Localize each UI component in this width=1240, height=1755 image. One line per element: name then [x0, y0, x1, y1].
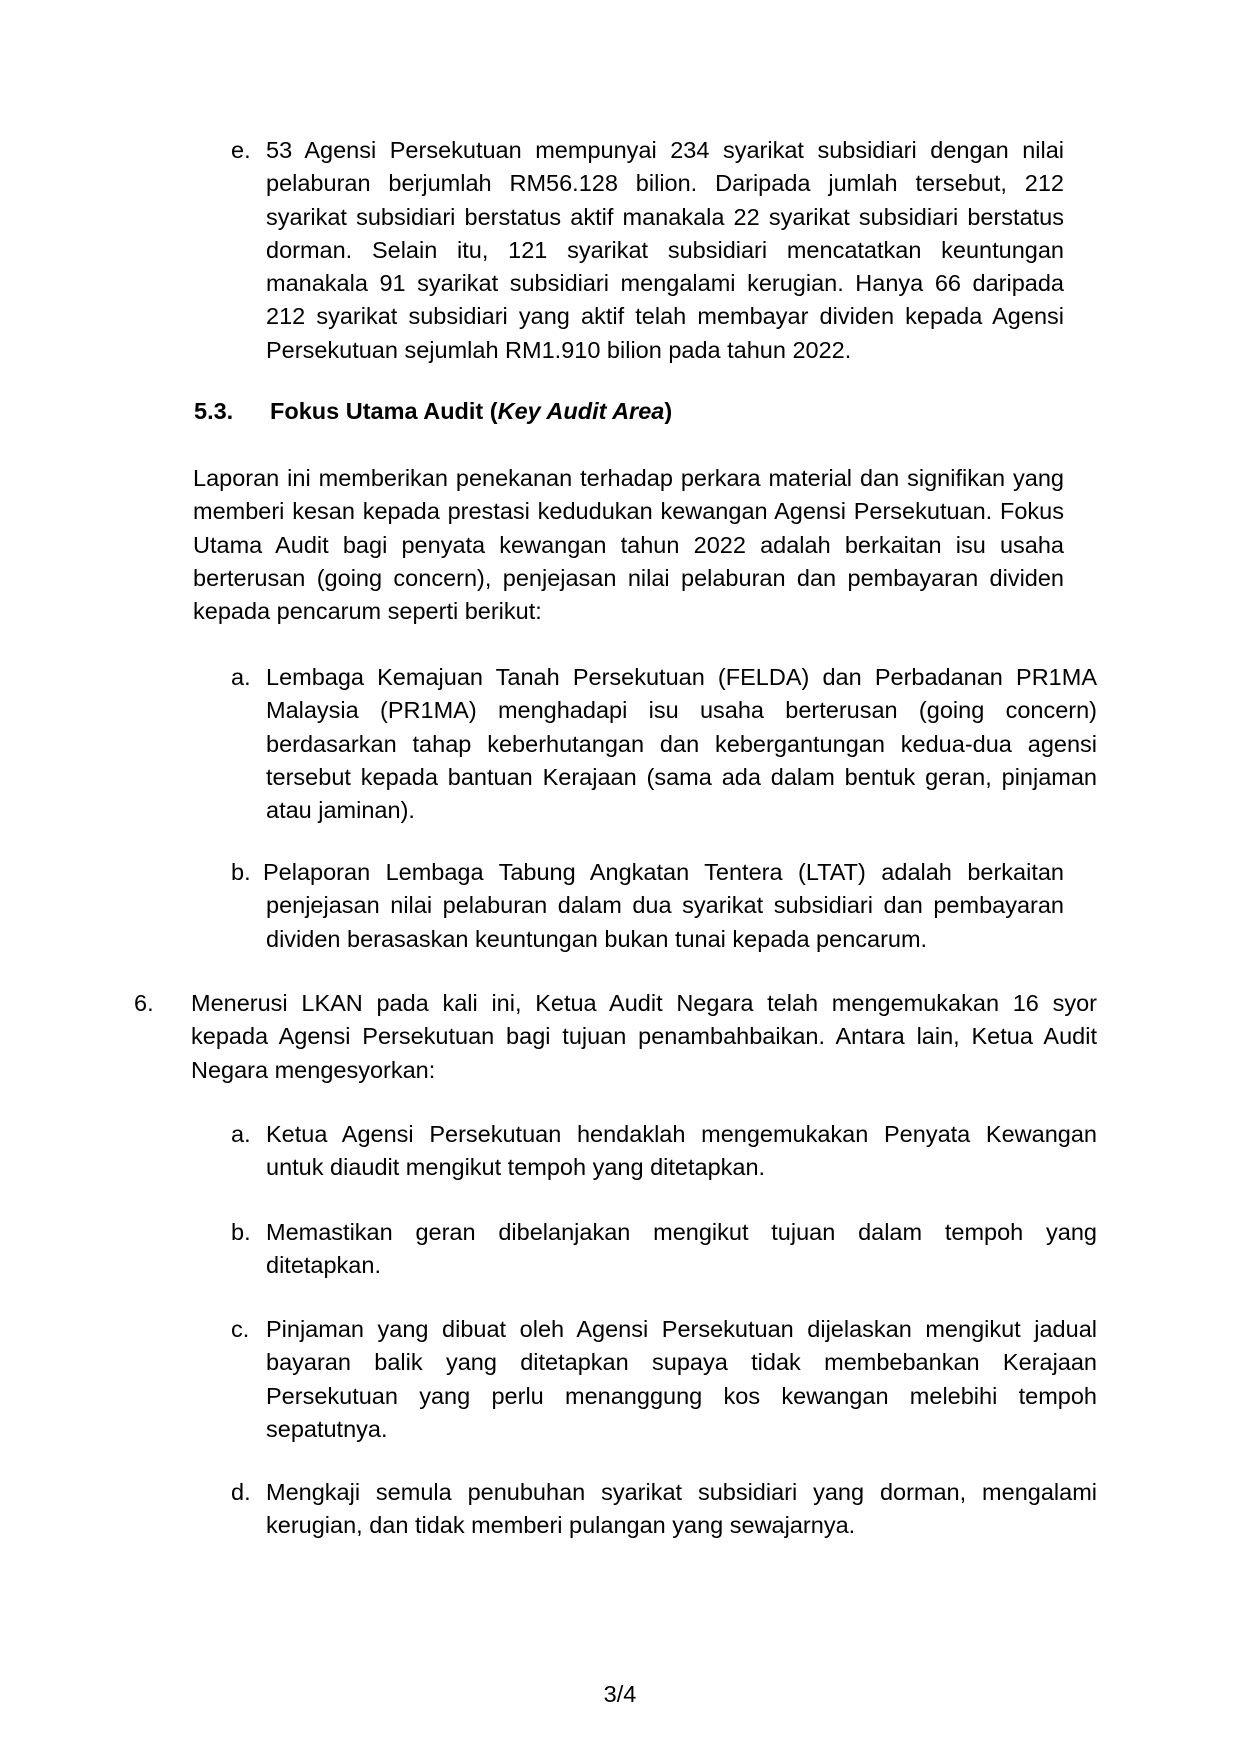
paragraph-number: 6. — [134, 990, 154, 1016]
section-title-prefix: Fokus Utama Audit ( — [270, 398, 498, 424]
list-item-text: Mengkaji semula penubuhan syarikat subsidiari yang dorman, mengalami kerugian, dan tidak memberi pulangan yang sewajarnya. — [266, 1479, 1097, 1539]
list-marker: a. — [231, 664, 251, 690]
section-title — [270, 395, 672, 428]
list-item-text: Memastikan geran dibelanjakan mengikut tujuan dalam tempoh yang ditetapkan. — [266, 1219, 1097, 1279]
list-item-text: Ketua Agensi Persekutuan hendaklah mengemukakan Penyata Kewangan untuk diaudit mengikut tempoh yang ditetapkan. — [266, 1121, 1097, 1181]
section-paragraph: Laporan ini memberikan penekanan terhadap perkara material dan signifikan yang memberi kesan kepada prestasi kedudukan kewangan Agensi Persekutuan. Fokus Utama Audit bagi penyata kewangan tahun 2022 adalah berkaitan isu usaha berterusan (going concern), penjejasan nilai pelaburan dan pembayaran dividen kepada pencarum seperti berikut: — [193, 465, 1064, 625]
page-number: 3/4 — [603, 1681, 637, 1707]
list-marker: a. — [231, 1121, 251, 1147]
section-paragraph: Menerusi LKAN pada kali ini, Ketua Audit Negara telah mengemukakan 16 syor kepada Agensi Persekutuan bagi tujuan penambahbaikan. Antara lain, Ketua Audit Negara mengesyorkan: — [191, 990, 1097, 1083]
list-item-text: Pelaporan Lembaga Tabung Angkatan Tentera (LTAT) adalah berkaitan penjejasan nilai pelaburan dalam dua syarikat subsidiari dan pembayaran dividen berasaskan keuntungan bukan tunai kepada pencarum. — [263, 859, 1064, 952]
list-marker: c. — [231, 1316, 250, 1342]
list-item-text: Pinjaman yang dibuat oleh Agensi Persekutuan dijelaskan mengikut jadual bayaran balik yang ditetapkan supaya tidak membebankan Kerajaan Persekutuan yang perlu menanggung kos kewangan melebihi tempoh sepatutnya. — [266, 1316, 1097, 1442]
section-title-italic: Key Audit Area — [497, 398, 665, 424]
section-number: 5.3. — [194, 398, 234, 424]
list-marker: e. — [231, 137, 251, 163]
list-item-text: Lembaga Kemajuan Tanah Persekutuan (FELDA) dan Perbadanan PR1MA Malaysia (PR1MA) menghadapi isu usaha berterusan (going concern) berdasarkan tahap keberhutangan dan kebergantungan kedua-dua agensi tersebut kepada bantuan Kerajaan (sama ada dalam bentuk geran, pinjaman atau jaminan). — [266, 664, 1097, 824]
list-item-text: 53 Agensi Persekutuan mempunyai 234 syarikat subsidiari dengan nilai pelaburan berjumlah RM56.128 bilion. Daripada jumlah tersebut, 212 syarikat subsidiari berstatus aktif manakala 22 syarikat subsidiari berstatus dorman. Selain itu, 121 syarikat subsidiari mencatatkan keuntungan manakala 91 syarikat subsidiari mengalami kerugian. Hanya 66 daripada 212 syarikat subsidiari yang aktif telah membayar dividen kepada Agensi Persekutuan sejumlah RM1.910 bilion pada tahun 2022. — [266, 137, 1064, 363]
list-marker: b. — [231, 859, 251, 885]
list-marker: b. — [231, 1219, 251, 1245]
list-marker: d. — [231, 1479, 251, 1505]
section-title-suffix: ) — [664, 398, 673, 424]
